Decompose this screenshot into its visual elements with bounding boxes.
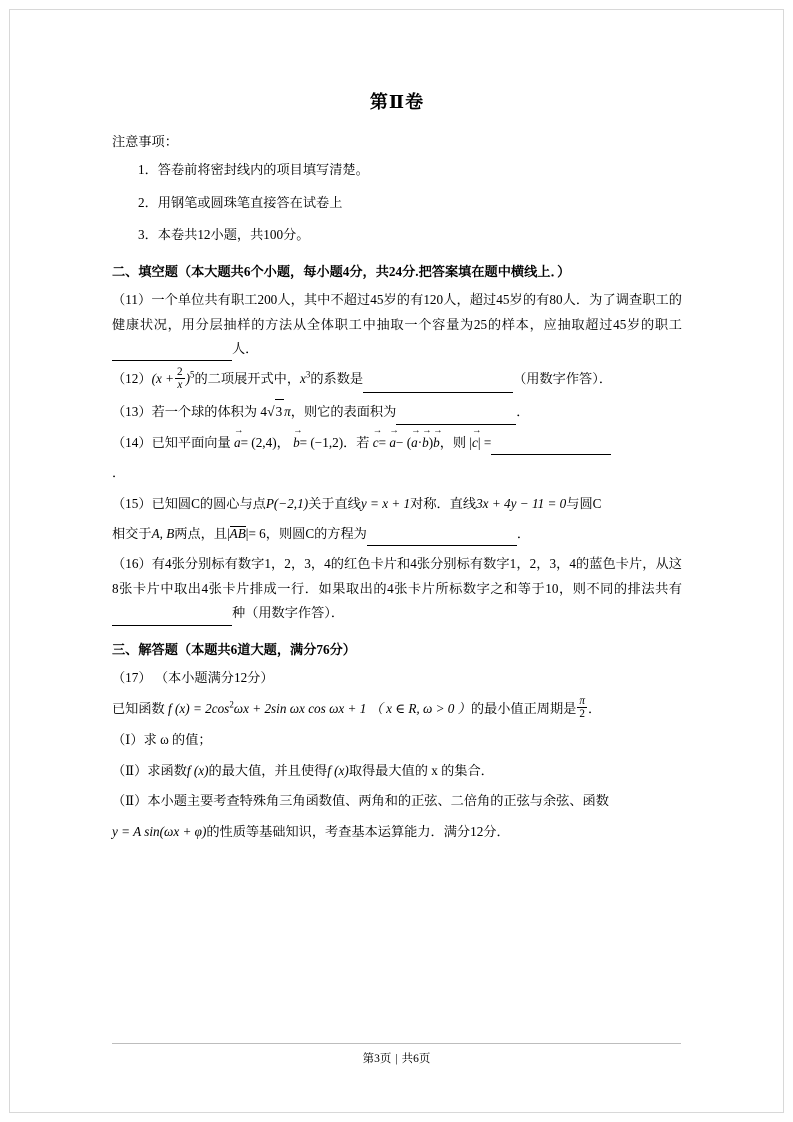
q17-cos-exponent: 2 <box>229 699 234 710</box>
q15-text-a: 已知圆C的圆心与点 <box>151 495 266 511</box>
page-footer <box>0 1050 793 1066</box>
question-17-part-2 <box>112 759 682 783</box>
q15-point-p: P(−2,1) <box>265 495 309 511</box>
footer-separator: | <box>395 1053 398 1065</box>
q14-text-b: ，则 | <box>439 434 473 450</box>
q17-function-expr: f (x) = 2cos <box>168 700 230 716</box>
q11-answer-blank <box>112 347 232 361</box>
q14-close-paren: ) <box>428 434 434 450</box>
q15-line-eq-2: 3x + 4y − 11 = 0 <box>476 495 567 511</box>
notice-item-2: 2．用钢笔或圆珠笔直接答在试卷上 <box>138 194 343 210</box>
q15-points-ab: A, B <box>151 526 175 542</box>
question-17-stem <box>112 697 682 723</box>
q11-text-b: 人． <box>232 340 259 356</box>
notice-heading: 注意事项： <box>112 134 178 149</box>
question-13 <box>112 399 682 425</box>
q14-minus: − ( <box>395 434 412 450</box>
q12-exponent: 5 <box>190 369 195 380</box>
q14-vector-b: b → <box>293 431 300 455</box>
q12-expr-mid: ) <box>185 371 191 387</box>
q17-function-expr-2: ωx + 2sin ωx cos ωx + 1 <box>233 700 367 716</box>
q17-part2-c: 取得最大值的 x 的集合． <box>348 762 494 778</box>
q13-text-a: 若一个球的体积为 4 <box>151 404 267 420</box>
question-15 <box>112 492 682 516</box>
page-content <box>112 88 682 850</box>
page-title: 第Ⅱ卷 <box>369 92 425 112</box>
q14-text-c: | = <box>477 434 492 450</box>
q12-text-c: （用数字作答）． <box>513 371 613 387</box>
q17-frac-numerator: π <box>579 695 585 708</box>
notice-item-3: 3．本卷共12小题，共100分。 <box>138 227 310 243</box>
q17-note-expr: y = A sin(ωx + φ) <box>112 823 207 839</box>
q17-stem-a: 已知函数 <box>112 700 165 716</box>
q12-frac-numerator: 2 <box>177 365 183 378</box>
notice-item-1: 1．答卷前将密封线内的项目填写清楚。 <box>138 162 369 178</box>
q15-text-f: 两点，且 <box>174 526 228 542</box>
q17-part2-fx-2: f (x) <box>327 762 349 778</box>
question-12 <box>112 367 682 393</box>
question-17-note-cont <box>112 820 682 844</box>
q17-note-b: 的性质等基础知识，考查基本运算能力．满分12分． <box>206 823 510 839</box>
q12-x: x <box>300 371 306 387</box>
q12-text-b: 的系数是 <box>310 371 364 387</box>
q17-stem-b: 的最小值正周期是 <box>470 700 577 716</box>
q15-text-g: = 6，则圆C的方程为 <box>248 526 367 542</box>
q15-answer-blank <box>367 532 517 546</box>
q11-text-a: 一个单位共有职工200人，其中不超过45岁的有120人，超过45岁的有80人．为了调查职工的健康状况，用分层抽样的方法从全体职工中抽取一个容量为25的样本，应抽取超过45岁的职工 <box>112 292 682 332</box>
question-17-note <box>112 789 682 813</box>
q14-eq-a: = (2,4) <box>240 434 277 450</box>
q12-label: （12） <box>112 371 152 387</box>
q17-note-a: （Ⅱ）本小题主要考查特殊角三角函数值、两角和的正弦、二倍角的正弦与余弦、函数 <box>112 793 609 809</box>
q14-eq-c: = <box>378 434 387 450</box>
q14-vector-b3: b → <box>433 431 440 455</box>
q14-text-a: 已知平面向量 <box>151 434 231 450</box>
q14-trailing-period: ． <box>112 465 126 481</box>
q14-vector-c2: c → <box>472 431 478 455</box>
q15-abs-ab: |AB| <box>227 526 249 542</box>
q11-label: （11） <box>112 292 152 308</box>
q14-vector-b2: b → <box>422 431 429 455</box>
q15-text-e: 相交于 <box>112 526 152 542</box>
q15-segment-ab: AB <box>229 526 246 542</box>
q12-answer-blank <box>363 379 513 393</box>
q17-part2-fx: f (x) <box>186 762 209 778</box>
q16-text-b: 种（用数字作答）． <box>232 605 345 621</box>
question-11 <box>112 288 682 361</box>
q17-part2-b: 的最大值，并且使得 <box>208 762 328 778</box>
q12-frac-denominator: x <box>177 379 183 392</box>
section-3-heading: 三、解答题（本题共6道大题，满分76分） <box>112 641 356 657</box>
q13-sqrt <box>267 399 284 425</box>
q17-score: （本小题满分12分） <box>154 670 274 686</box>
q14-vector-a: a → <box>234 431 241 455</box>
radical-icon: √ <box>266 404 275 420</box>
q12-text-a: 的二项展开式中， <box>194 371 301 387</box>
footer-divider <box>112 1043 681 1044</box>
q17-frac-denominator: 2 <box>579 708 585 721</box>
q14-dot: · <box>417 434 423 450</box>
q16-text-a: 有4张分别标有数字1，2，3，4的红色卡片和4张分别标有数字1，2，3，4的蓝色卡片，从这8张卡片中取出4张卡片排成一行．如果取出的4张卡片所标数字之和等于10，则不同的排法共有 <box>112 556 682 596</box>
question-14: （14）已知平面向量 a →= (2,4)， b →= (−1,2)．若 c →= a →− (a →·b →)b →，则 |c →| = <box>112 431 682 455</box>
q16-answer-blank <box>112 612 232 626</box>
q15-text-c: 对称．直线 <box>410 495 477 511</box>
footer-total-pages: 共6页 <box>401 1053 431 1065</box>
q14-eq-b: = (−1,2)．若 <box>299 434 370 450</box>
q17-part2-a: （Ⅱ）求函数 <box>112 762 187 778</box>
q15-line-eq: y = x + 1 <box>360 495 411 511</box>
q17-label: （17） <box>112 670 152 686</box>
q17-condition: （ x ∈ R, ω > 0 ） <box>369 700 471 716</box>
q14-label: （14） <box>112 434 152 450</box>
q13-text-b: ，则它的表面积为 <box>290 404 397 420</box>
q14-vector-a2: a → <box>389 431 396 455</box>
question-15-cont <box>112 522 682 546</box>
q15-text-h: ． <box>516 526 531 542</box>
q16-label: （16） <box>112 556 152 572</box>
question-17-header <box>112 666 682 690</box>
q13-sqrt-body: 3 <box>275 399 285 424</box>
section-2-heading: 二、填空题（本大题共6个小题，每小题4分，共24分.把答案填在题中横线上．） <box>112 263 571 279</box>
q12-expr-lead: (x + <box>151 371 175 387</box>
q14-vector-c: c → <box>373 431 379 455</box>
q12-x-exponent: 3 <box>305 369 311 380</box>
q13-label: （13） <box>112 404 152 420</box>
q14-vector-a3: a → <box>411 431 418 455</box>
q15-text-b: 关于直线 <box>308 495 361 511</box>
footer-current-page: 第3页 <box>362 1053 392 1065</box>
q17-period-fraction <box>577 695 587 721</box>
q15-text-d: 与圆C <box>566 495 602 511</box>
q13-pi: π <box>284 404 291 420</box>
question-17-part-1: （Ⅰ）求 ω 的值； <box>112 732 212 748</box>
q12-fraction <box>175 366 185 392</box>
q13-text-c: ． <box>516 404 530 420</box>
question-16 <box>112 552 682 625</box>
q15-label: （15） <box>112 495 152 511</box>
q17-stem-c: ． <box>587 700 602 716</box>
q14-answer-blank <box>491 441 611 455</box>
